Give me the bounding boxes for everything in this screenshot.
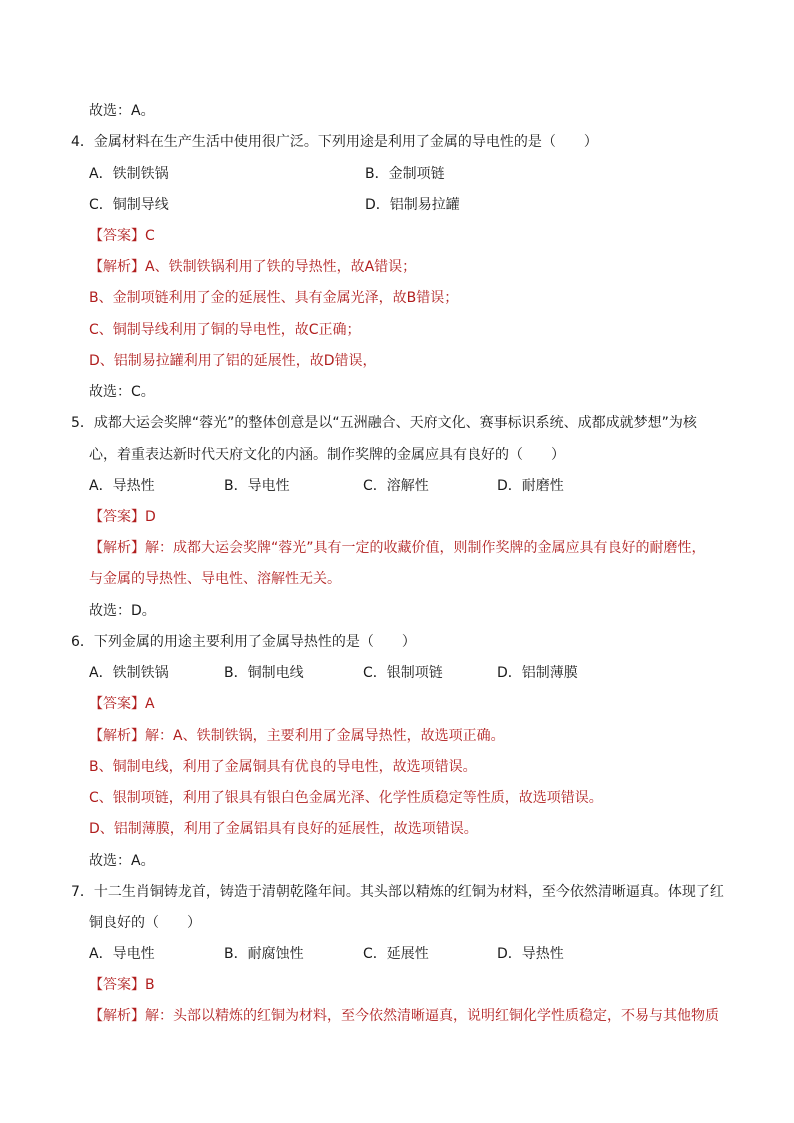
analysis-label: 【解析】 — [89, 259, 145, 275]
q6-stem-line-1: 6．下列金属的用途主要利用了金属导热性的是（ ） — [71, 634, 416, 650]
analysis-text: A、铁制铁锅利用了铁的导热性，故A错误； — [145, 259, 417, 275]
q5-conclusion: 故选：D。 — [89, 603, 156, 619]
q4-stem-line-1: 4．金属材料在生产生活中使用很广泛。下列用途是利用了金属的导电性的是（ ） — [71, 134, 598, 150]
q6-option-c: C．银制项链 — [363, 665, 443, 681]
q4-option-b: B．金制项链 — [365, 166, 445, 182]
answer-value: A — [145, 696, 155, 712]
q7-analysis-line-1 — [89, 1006, 719, 1026]
q4-option-c: C．铜制导线 — [89, 197, 169, 213]
q7-stem-line-1: 7．十二生肖铜铸龙首，铸造于清朝乾隆年间。其头部以精炼的红铜为材料，至今依然清晰逼真。体现了红 — [71, 884, 724, 900]
q4-analysis-line-1 — [89, 257, 416, 277]
q6-analysis-line-1 — [89, 726, 505, 746]
q7-option-b: B．耐腐蚀性 — [224, 946, 304, 962]
q6-conclusion: 故选：A。 — [89, 853, 155, 869]
q6-analysis-line-4: D、铝制薄膜，利用了金属铝具有良好的延展性，故选项错误。 — [89, 821, 478, 837]
q7-stem-line-2: 铜良好的（ ） — [89, 915, 201, 931]
answer-value: C — [145, 228, 155, 244]
q4-option-d: D．铝制易拉罐 — [365, 197, 460, 213]
q5-option-d: D．耐磨性 — [497, 478, 564, 494]
q5-option-a: A．导热性 — [89, 478, 155, 494]
top-conclusion: 故选：A。 — [89, 103, 155, 119]
q4-analysis-line-4: D、铝制易拉罐利用了铝的延展性，故D错误， — [89, 353, 377, 369]
answer-label: 【答案】 — [89, 228, 145, 244]
q4-analysis-line-2: B、金制项链利用了金的延展性、具有金属光泽，故B错误； — [89, 290, 459, 306]
analysis-text: 解：A、铁制铁锅，主要利用了金属导热性，故选项正确。 — [145, 728, 505, 744]
q5-analysis-line-2: 与金属的导热性、导电性、溶解性无关。 — [89, 571, 341, 587]
analysis-label: 【解析】 — [89, 1008, 145, 1024]
q6-option-b: B．铜制电线 — [224, 665, 304, 681]
q6-option-d: D．铝制薄膜 — [497, 665, 578, 681]
q4-answer — [89, 226, 155, 246]
answer-label: 【答案】 — [89, 696, 145, 712]
answer-value: D — [145, 509, 156, 525]
q4-option-a: A．铁制铁锅 — [89, 166, 169, 182]
q7-option-d: D．导热性 — [497, 946, 564, 962]
answer-label: 【答案】 — [89, 977, 145, 993]
analysis-label: 【解析】 — [89, 540, 145, 556]
answer-value: B — [145, 977, 155, 993]
q6-answer — [89, 694, 155, 714]
q6-option-a: A．铁制铁锅 — [89, 665, 169, 681]
q7-option-c: C．延展性 — [363, 946, 429, 962]
q6-analysis-line-3: C、银制项链，利用了银具有银白色金属光泽、化学性质稳定等性质，故选项错误。 — [89, 790, 603, 806]
q4-analysis-line-3: C、铜制导线利用了铜的导电性，故C正确； — [89, 322, 361, 338]
q5-option-c: C．溶解性 — [363, 478, 429, 494]
analysis-text: 解：头部以精炼的红铜为材料，至今依然清晰逼真，说明红铜化学性质稳定，不易与其他物质 — [145, 1008, 719, 1024]
q6-analysis-line-2: B、铜制电线，利用了金属铜具有优良的导电性，故选项错误。 — [89, 759, 477, 775]
analysis-text: 解：成都大运会奖牌“蓉光”具有一定的收藏价值，则制作奖牌的金属应具有良好的耐磨性， — [145, 540, 706, 556]
answer-label: 【答案】 — [89, 509, 145, 525]
q5-analysis-line-1 — [89, 538, 706, 558]
q4-conclusion: 故选：C。 — [89, 384, 155, 400]
analysis-label: 【解析】 — [89, 728, 145, 744]
q7-answer — [89, 975, 155, 995]
q5-stem-line-1: 5．成都大运会奖牌“蓉光”的整体创意是以“五洲融合、天府文化、赛事标识系统、成都成就梦想”为核 — [71, 415, 697, 431]
q5-stem-line-2: 心，着重表达新时代天府文化的内涵。制作奖牌的金属应具有良好的（ ） — [89, 447, 565, 463]
q5-option-b: B．导电性 — [224, 478, 290, 494]
q5-answer — [89, 507, 156, 527]
q7-option-a: A．导电性 — [89, 946, 155, 962]
